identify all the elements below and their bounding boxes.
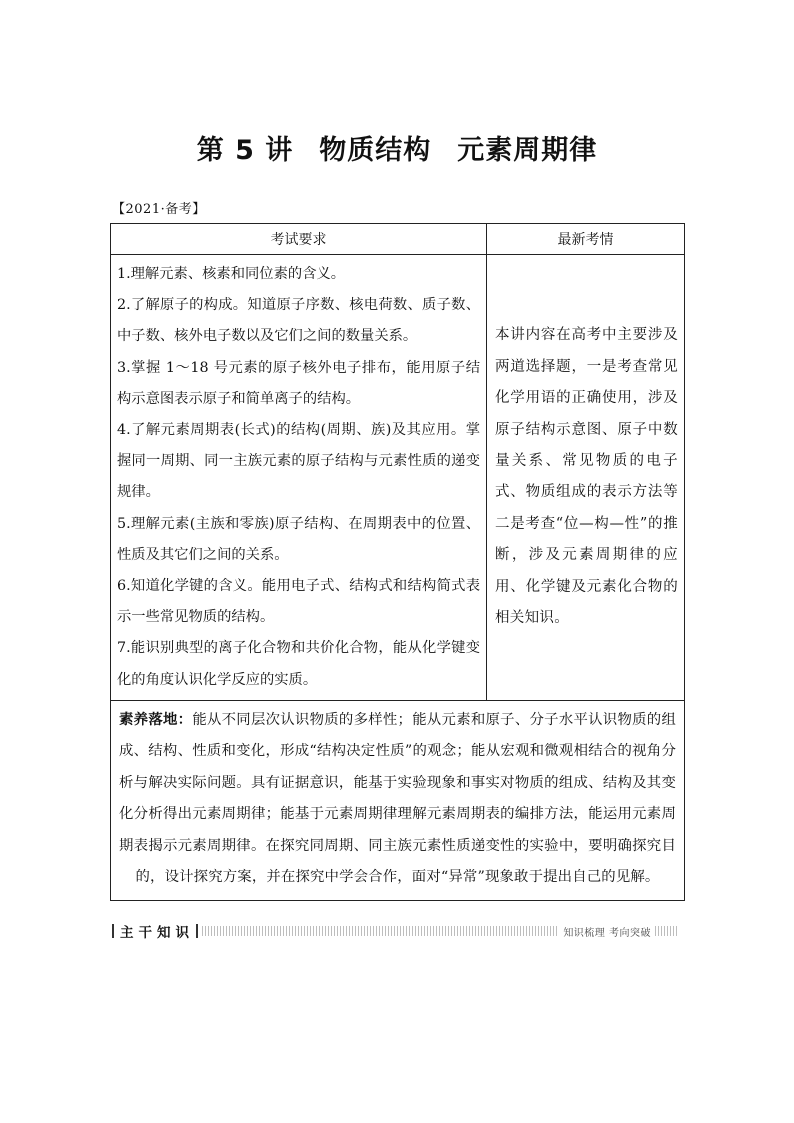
section-hatch — [202, 926, 559, 936]
literacy-paragraph — [119, 705, 676, 894]
page-title — [0, 128, 794, 167]
table-header-row — [111, 224, 685, 255]
section-divider — [112, 924, 114, 938]
requirement-item: 1.理解元素、核素和同位素的含义。 — [117, 266, 346, 282]
title-topic-2: 元素周期律 — [457, 135, 598, 166]
requirements-table — [110, 223, 685, 901]
literacy-cell — [111, 700, 685, 900]
requirement-item: 7.能识别典型的离子化合物和共价化合物，能从化学键变化的角度认识化学反应的实质。 — [117, 640, 480, 688]
requirements-cell — [111, 255, 487, 701]
requirement-item: 2.了解原子的构成。知道原子序数、核电荷数、质子数、中子数、核外电子数以及它们之间的数量关系。 — [117, 297, 480, 345]
header-requirements: 考试要求 — [111, 224, 487, 255]
literacy-row — [111, 700, 685, 900]
requirement-item: 3.掌握 1～18 号元素的原子核外电子排布，能用原子结构示意图表示原子和简单离子的结构。 — [117, 359, 480, 407]
requirement-item: 5.理解元素(主族和零族)原子结构、在周期表中的位置、性质及其它们之间的关系。 — [117, 515, 480, 563]
section-label: 主干知识 — [120, 925, 194, 941]
section-divider — [196, 924, 198, 938]
requirement-item: 4.了解元素周期表(长式)的结构(周期、族)及其应用。掌握同一周期、同一主族元素的原子结构与元素性质的递变规律。 — [117, 422, 480, 501]
section-sublabel: 知识梳理 考向突破 — [559, 924, 655, 939]
news-cell — [487, 255, 685, 701]
literacy-text: 能从不同层次认识物质的多样性；能从元素和原子、分子水平认识物质的组成、结构、性质和变化，形成“结构决定性质”的观念；能从宏观和微观相结合的视角分析与解决实际问题。具有证据意识，能基于实验现象和事实对物质的组成、结构及其变化分析得出元素周期律；能基于元素周期律理解元素周期表的编排方法，能运用元素周期表揭示元素周期律。在探究同周期、同主族元素性质递变性的实验中，要明确探究目的，设计探究方案，并在探究中学会合作，面对“异常”现象敢于提出自己的见解。 — [119, 711, 676, 886]
section-hatch — [655, 926, 677, 936]
title-lecture: 第 5 讲 — [196, 135, 294, 166]
news-text: 本讲内容在高考中主要涉及两道选择题，一是考查常见化学用语的正确使用，涉及原子结构示意图、原子中数量关系、常见物质的电子式、物质组成的表示方法等二是考查“位—构—性”的推断，涉及元素周期律的应用、化学键及元素化合物的相关知识。 — [495, 327, 678, 627]
literacy-label: 素养落地： — [119, 711, 193, 728]
header-news: 最新考情 — [487, 224, 685, 255]
section-header-bar — [112, 923, 677, 939]
exam-prep-tag: 【2021·备考】 — [112, 202, 206, 217]
title-topic-1: 物质结构 — [319, 135, 432, 166]
requirement-item: 6.知道化学键的含义。能用电子式、结构式和结构简式表示一些常见物质的结构。 — [117, 578, 480, 626]
table-body-row — [111, 255, 685, 701]
